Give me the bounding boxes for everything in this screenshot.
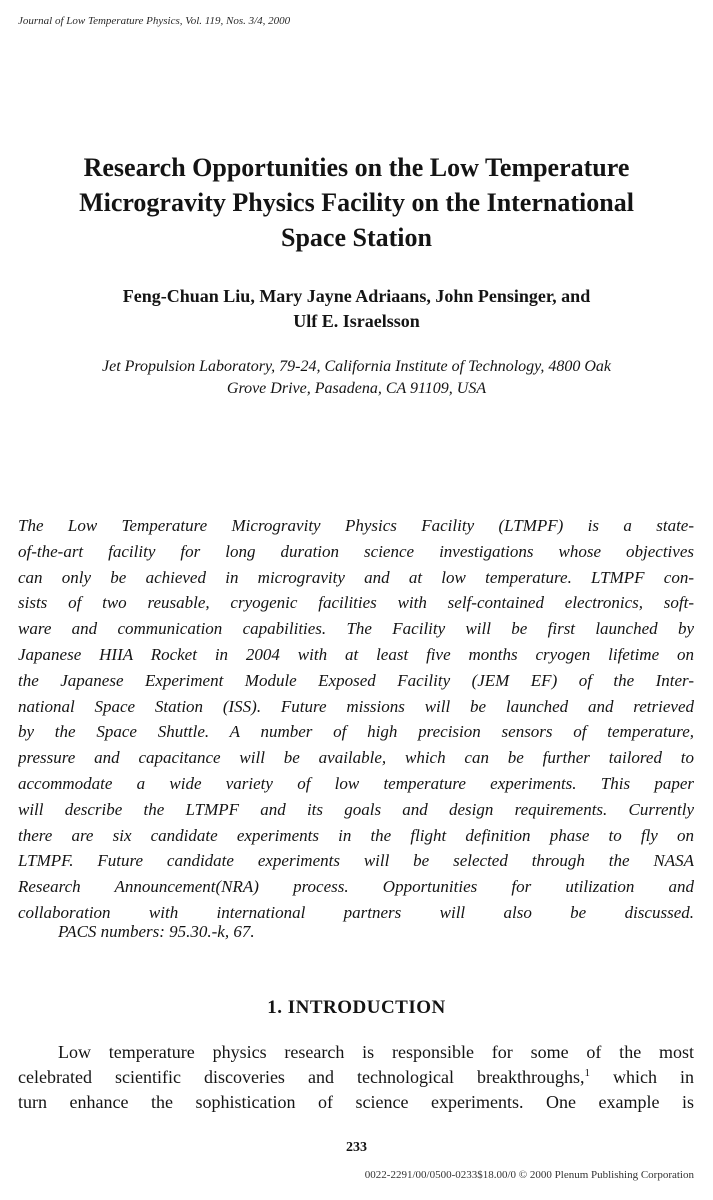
body-line (18, 1065, 694, 1090)
journal-citation: Journal of Low Temperature Physics, Vol. 119, Nos. 3/4, 2000 (18, 15, 291, 27)
abstract-line: collaboration with international partners will also be discussed. (18, 902, 694, 922)
affiliation (0, 356, 713, 400)
abstract-line: will describe the LTMPF and its goals and design requirements. Currently (18, 799, 694, 819)
section-heading-text: 1. INTRODUCTION (267, 997, 446, 1018)
page-number: 233 (346, 1140, 367, 1155)
title-line: Microgravity Physics Facility on the International (79, 188, 634, 217)
abstract-line: Japanese HIIA Rocket in 2004 with at least five months cryogen lifetime on (18, 644, 694, 664)
title-line: Space Station (281, 223, 432, 252)
abstract-line: accommodate a wide variety of low temperature experiments. This paper (18, 773, 694, 793)
copyright-line: 0022-2291/00/0500-0233$18.00/0 © 2000 Plenum Publishing Corporation (364, 1169, 694, 1181)
introduction-body (18, 1040, 694, 1115)
title-line: Research Opportunities on the Low Temperature (83, 153, 630, 182)
abstract-line: national Space Station (ISS). Future missions will be launched and retrieved (18, 696, 694, 716)
reference-marker: 1 (584, 1067, 590, 1079)
abstract-line: of-the-art facility for long duration science investigations whose objectives (18, 541, 694, 561)
abstract-line: by the Space Shuttle. A number of high precision sensors of temperature, (18, 722, 694, 742)
affiliation-line: Grove Drive, Pasadena, CA 91109, USA (226, 380, 487, 397)
section-heading (0, 997, 713, 1019)
affiliation-line: Jet Propulsion Laboratory, 79-24, California Institute of Technology, 4800 Oak (101, 358, 612, 375)
abstract-line: there are six candidate experiments in the flight definition phase to fly on (18, 825, 694, 845)
abstract-line: pressure and capacitance will be available, which can be further tailored to (18, 748, 694, 768)
body-text-span: which in (589, 1067, 694, 1087)
author-line: Ulf E. Israelsson (293, 311, 420, 331)
body-text-span: celebrated scientific discoveries and technological breakthroughs, (18, 1067, 585, 1087)
body-line: turn enhance the sophistication of science experiments. One example is (18, 1092, 694, 1112)
abstract-line: LTMPF. Future candidate experiments will be selected through the NASA (18, 851, 694, 871)
paper-title (0, 150, 713, 255)
pacs-numbers: PACS numbers: 95.30.-k, 67. (58, 922, 255, 941)
abstract-line: sists of two reusable, cryogenic facilities with self-contained electronics, soft- (18, 593, 694, 613)
abstract-line: the Japanese Experiment Module Exposed Facility (JEM EF) of the Inter- (18, 670, 694, 690)
abstract (18, 513, 694, 926)
abstract-line: Research Announcement(NRA) process. Opportunities for utilization and (18, 877, 694, 897)
body-line: Low temperature physics research is responsible for some of the most (58, 1042, 694, 1062)
abstract-line: The Low Temperature Microgravity Physics Facility (LTMPF) is a state- (18, 516, 694, 535)
author-line: Feng-Chuan Liu, Mary Jayne Adriaans, John Pensinger, and (122, 286, 591, 306)
abstract-line: can only be achieved in microgravity and at low temperature. LTMPF con- (18, 567, 694, 587)
abstract-line: ware and communication capabilities. The Facility will be first launched by (18, 619, 694, 639)
author-list (0, 284, 713, 334)
